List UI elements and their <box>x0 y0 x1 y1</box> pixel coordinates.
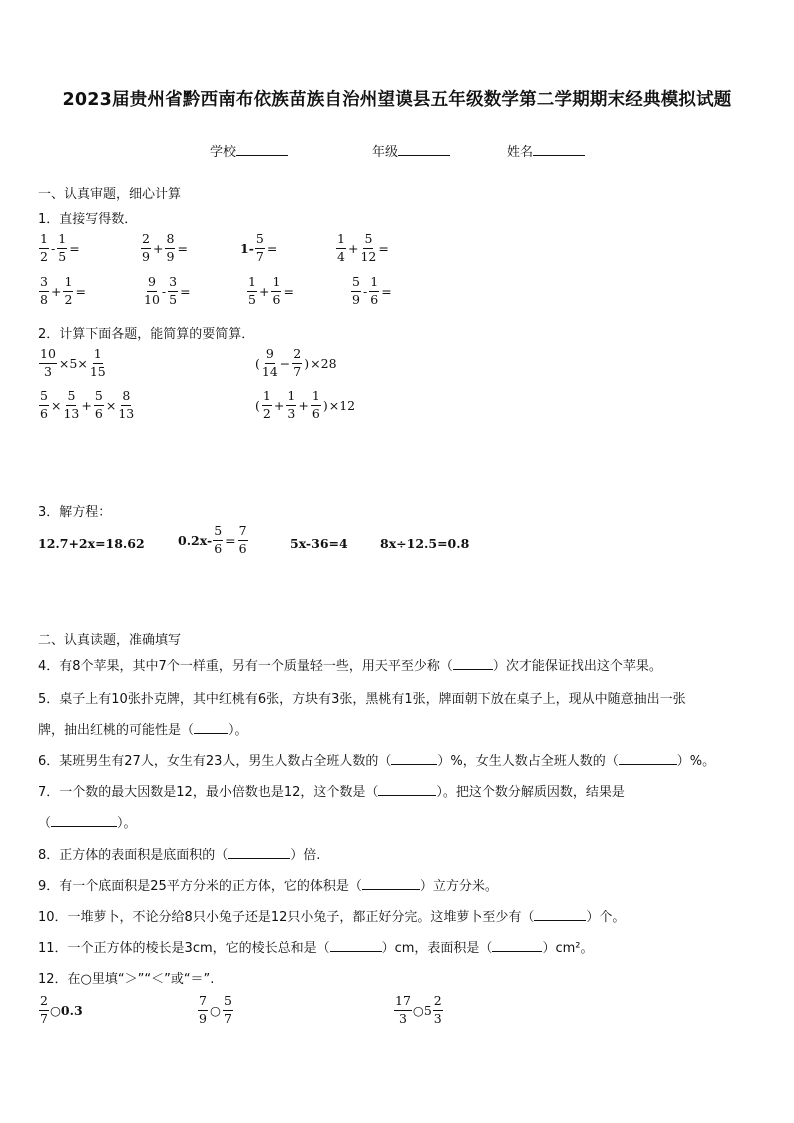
q2-label: 2．计算下面各题，能简算的要简算． <box>38 327 255 342</box>
q2-expr-2-times: ×28 <box>310 355 337 371</box>
q1-expr-5: $\frac{3}{8}$ + $\frac{1}{2}$ = <box>40 274 86 307</box>
q2-expr-4: ( $\frac{1}{2}$ + $\frac{1}{3}$ + $\frac{1}{6}$ ) ×12 <box>255 388 356 421</box>
q7-line-1 <box>38 781 625 800</box>
school-label: 学校 <box>210 145 237 160</box>
q1-expr-4: $\frac{1}{4}$ + $\frac{5}{12}$ = <box>337 231 389 264</box>
q12-compare-1-rhs: ○0.3 <box>50 1002 83 1018</box>
q10 <box>38 906 625 925</box>
section-2-heading: 二、认真读题，准确填写 <box>38 633 182 648</box>
q7-line-2 <box>38 812 137 831</box>
q9-text-b: ）立方分米。 <box>419 879 498 894</box>
q8-text-a: 8．正方体的表面积是底面积的（ <box>38 848 229 863</box>
q3-eq-4: 8x÷12.5=0.8 <box>380 536 470 551</box>
q5-text-c: ）。 <box>228 723 248 738</box>
q8-answer-blank[interactable] <box>228 846 290 859</box>
q3-eq-3: 5x-36=4 <box>290 536 348 551</box>
q6 <box>38 750 715 769</box>
q5-text-b: 牌，抽出红桃的可能性是（ <box>38 723 195 738</box>
q11-answer-blank-2[interactable] <box>492 939 542 952</box>
q3-eq-1: 12.7+2x=18.62 <box>38 536 145 551</box>
q12-compare-2-circle[interactable]: ○ <box>210 1002 221 1018</box>
q4-text-a: 4．有8个苹果，其中7个一样重，另有一个质量轻一些，用天平至少称（ <box>38 659 453 674</box>
q11-text-b: ）cm，表面积是（ <box>381 941 493 956</box>
q1-label: 1．直接写得数． <box>38 212 138 227</box>
q5-answer-blank[interactable] <box>194 721 228 734</box>
q6-text-c: ）%。 <box>676 754 716 769</box>
q7-text-b: ）。把这个数分解质因数，结果是 <box>436 785 625 800</box>
page-title: 2023届贵州省黔西南布依族苗族自治州望谟县五年级数学第二学期期末经典模拟试题 <box>62 90 732 110</box>
q3-eq-2: 0.2x- $\frac{5}{6}$ = $\frac{7}{6}$ <box>178 523 247 556</box>
q7-text-c: （ <box>38 816 52 831</box>
q1-expr-3: 1- $\frac{5}{7}$ = <box>240 231 278 264</box>
q1-expr-8: $\frac{5}{9}$ - $\frac{1}{6}$ = <box>352 274 392 307</box>
q4 <box>38 655 662 674</box>
q3-eq-2-prefix: 0.2x- <box>178 532 213 548</box>
school-blank[interactable] <box>236 143 288 156</box>
name-field[interactable] <box>507 141 585 160</box>
q12-compare-3: $\frac{17}{3}$ ○5 $\frac{2}{3}$ <box>395 993 442 1026</box>
q12-label: 12．在○里填“＞”“＜”或“＝”. <box>38 972 215 987</box>
q1-expr-7: $\frac{1}{5}$ + $\frac{1}{6}$ = <box>248 274 294 307</box>
q2-expr-2: ( $\frac{9}{14}$ − $\frac{2}{7}$ ) ×28 <box>255 346 337 379</box>
q11-text-a: 11．一个正方体的棱长是3cm，它的棱长总和是（ <box>38 941 330 956</box>
q10-text-b: ）个。 <box>586 910 626 925</box>
q8 <box>38 844 320 863</box>
q9-text-a: 9．有一个底面积是25平方分米的正方体，它的体积是（ <box>38 879 362 894</box>
q9 <box>38 875 498 894</box>
q6-answer-blank-1[interactable] <box>391 752 437 765</box>
q11-answer-blank-1[interactable] <box>330 939 382 952</box>
q1-expr-1: $\frac{1}{2}$ - $\frac{1}{5}$ = <box>40 231 80 264</box>
grade-label: 年级 <box>372 145 399 160</box>
q11-text-c: ）cm²。 <box>542 941 594 956</box>
q4-text-b: ）次才能保证找出这个苹果。 <box>492 659 662 674</box>
q10-text-a: 10．一堆萝卜，不论分给8只小兔子还是12只小兔子，都正好分完。这堆萝卜至少有（ <box>38 910 535 925</box>
q1-expr-2: $\frac{2}{9}$ + $\frac{8}{9}$ = <box>142 231 188 264</box>
q11 <box>38 937 593 956</box>
q12-compare-2: $\frac{7}{9}$ ○ $\frac{5}{7}$ <box>199 993 232 1026</box>
q7-answer-blank-1[interactable] <box>378 783 436 796</box>
grade-field[interactable] <box>372 141 450 160</box>
q8-text-b: ）倍. <box>290 848 321 863</box>
q2-expr-1: $\frac{10}{3}$ ×5× $\frac{1}{15}$ <box>40 346 106 379</box>
q12-compare-1: $\frac{2}{7}$ ○0.3 <box>40 993 83 1026</box>
q3-label: 3．解方程： <box>38 505 112 520</box>
q6-text-b: ）%，女生人数占全班人数的（ <box>437 754 619 769</box>
q10-answer-blank[interactable] <box>534 908 586 921</box>
name-blank[interactable] <box>533 143 585 156</box>
grade-blank[interactable] <box>398 143 450 156</box>
q2-expr-1-times: ×5× <box>58 355 88 371</box>
name-label: 姓名 <box>507 145 534 160</box>
school-field[interactable] <box>210 141 288 160</box>
q1-expr-6: $\frac{9}{10}$ - $\frac{3}{5}$ = <box>144 274 191 307</box>
q7-text-d: ）。 <box>117 816 137 831</box>
section-1-heading: 一、认真审题，细心计算 <box>38 187 182 202</box>
q9-answer-blank[interactable] <box>362 877 420 890</box>
q7-answer-blank-2[interactable] <box>51 814 117 827</box>
q5-line-1: 5．桌子上有10张扑克牌，其中红桃有6张，方块有3张，黑桃有1张，牌面朝下放在桌子上，现从中随意抽出一张 <box>38 692 686 707</box>
q12-compare-3-mid[interactable]: ○5 <box>412 1002 432 1018</box>
q2-expr-3: $\frac{5}{6}$ × $\frac{5}{13}$ + $\frac{5}{6}$ × $\frac{8}{13}$ <box>40 388 135 421</box>
q2-expr-4-times: ×12 <box>328 397 356 413</box>
q6-text-a: 6．某班男生有27人，女生有23人，男生人数占全班人数的（ <box>38 754 392 769</box>
q4-answer-blank[interactable] <box>453 657 493 670</box>
q5-line-2 <box>38 719 248 738</box>
q7-text-a: 7．一个数的最大因数是12，最小倍数也是12，这个数是（ <box>38 785 379 800</box>
q6-answer-blank-2[interactable] <box>619 752 677 765</box>
